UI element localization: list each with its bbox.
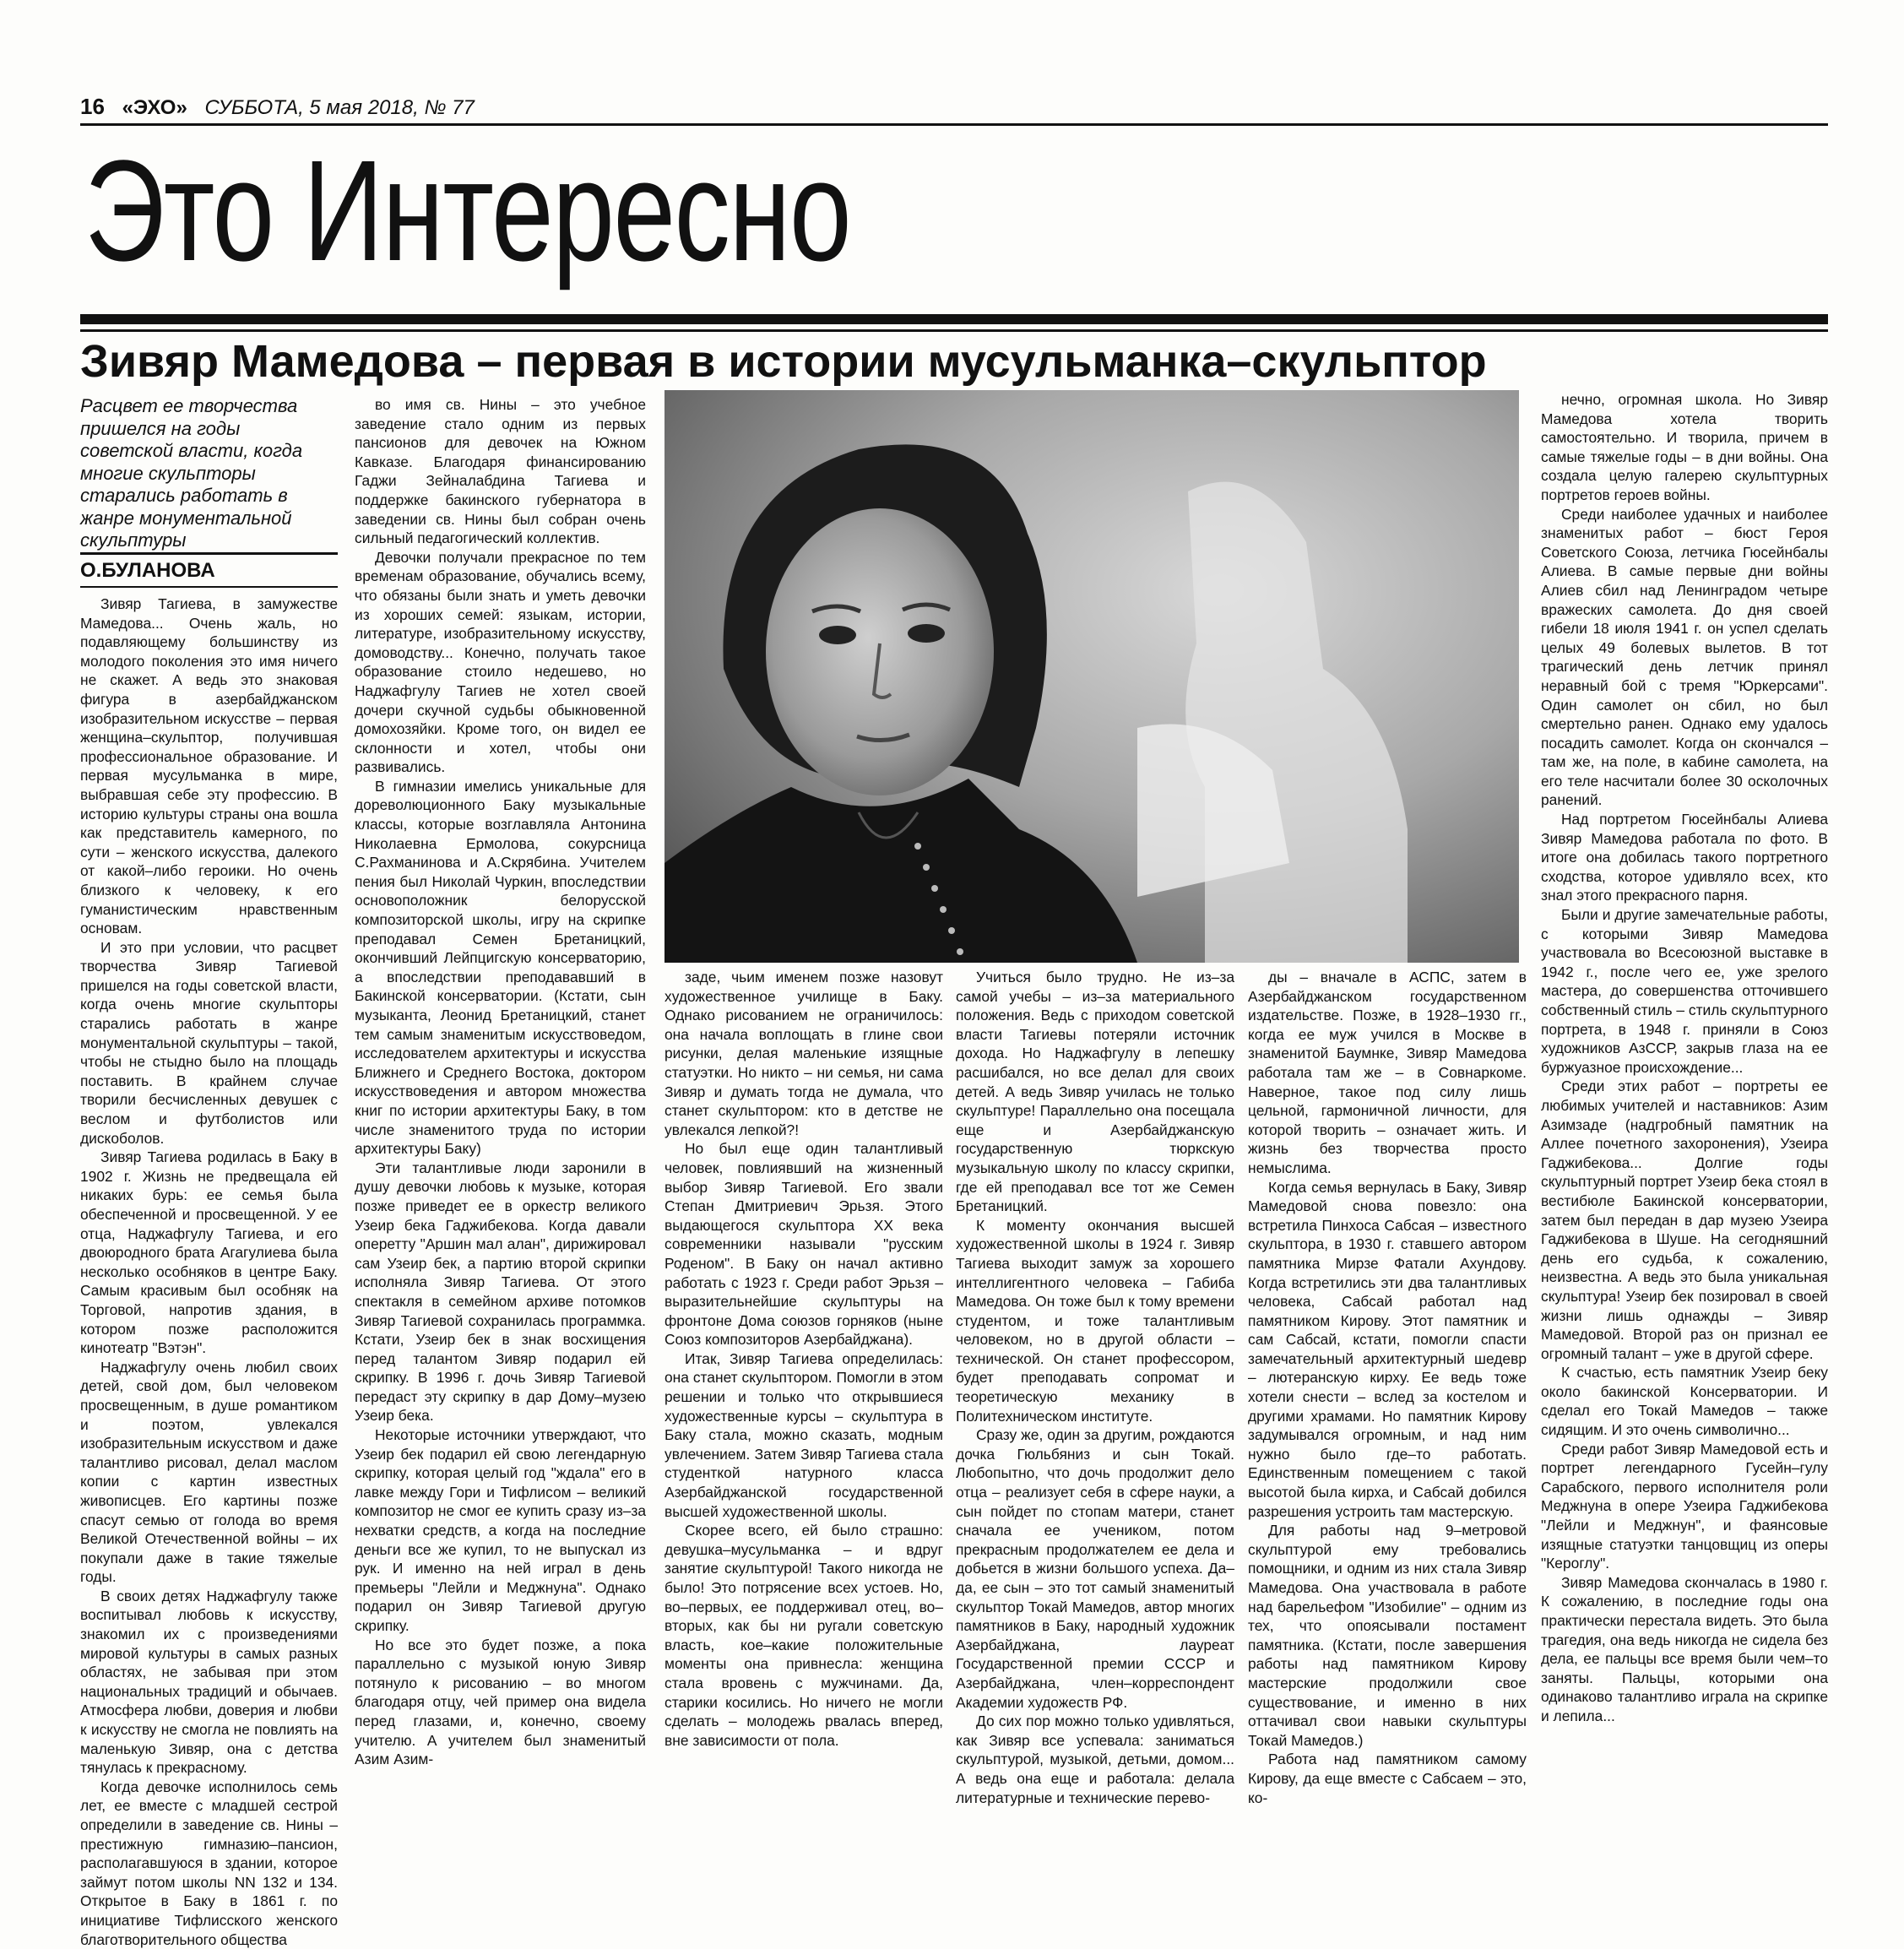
paragraph: Зивяр Тагиева, в замужестве Мамедова... Очень жаль, но подавляющему большинству из молодого поколения это имя ничего не скажет. А ведь это знаковая фигура в азербайджанском изобразительном искусстве – первая женщина–скульптор, получившая профессиональное образование. И первая мусульманка в мире, выбравшая себе эту профессию. В историю культуры страны она вошла как представитель камерного, по сути – женского искусства, далекого от какой–либо героики. Но очень близкого к человеку, к его гуманистическим нравственным основам. [80, 595, 338, 937]
byline: О.БУЛАНОВА [80, 559, 215, 582]
byline-rule-bottom [80, 586, 338, 588]
paragraph: Некоторые источники утверждают, что Узеир бек подарил ей свою легендарную скрипку, которая целый год "ждала" его в лавке между Гори и Тифлисом – великий композитор не смог ее купить сразу из–за нехватки средств, а когда на последние деньги все же купил, то не выпускал из рук. И именно на ней играл в день премьеры "Лейли и Меджнуна". Однако подарил он Зивяр Тагиевой другую скрипку. [355, 1426, 646, 1634]
paragraph: Учиться было трудно. Не из–за самой учебы – из–за материального положения. Ведь с приходом советской власти Тагиевы потеряли источник дохода. Но Наджафгулу в лепешку расшибался, но все делал для своих детей. А ведь Зивяр училась не только скульптуре! Параллельно она посещала еще и Азербайджанскую государственную тюркскую музыкальную школу по классу скрипки, где ей преподавал все тот же Семен Бретаницкий. [956, 969, 1234, 1215]
paragraph: Девочки получали прекрасное по тем временам образование, обучались всему, что обязаны были знать и уметь девочки из хороших семей: языкам, истории, литературе, изобразительному искусству, домоводству... Конечно, получать такое образование стоило недешево, но Наджафгулу Тагиев не хотел своей дочери скучной судьбы обыкновенной домохозяйки. Кроме того, он видел ее склонности и хотел, чтобы они развивались. [355, 548, 646, 776]
paragraph: ды – вначале в АСПС, затем в Азербайджанском государственном издательстве. Позже, в 1928–1930 гг., когда ее муж учился в Москве в знаменитой Баумнке, Зивяр Мамедова работала там же – в Совнаркоме. Наверное, такое под силу лишь цельной, гармоничной личности, для которой творить – означает жить. И жизнь без творчества просто немыслима. [1248, 969, 1527, 1176]
paragraph: Когда семья вернулась в Баку, Зивяр Мамедовой снова повезло: она встретила Пинхоса Сабсая – известного скульптора, в 1930 г. ставшего автором памятника Мирзе Фатали Ахундову. Когда встретились эти два талантливых человека, Сабсай работал над памятником Кирову. Этот памятник и сам Сабсай, кстати, помогли спасти замечательный архитектурный шедевр – лютеранскую кирху. Ее ведь тоже хотели снести – вслед за костелом и другими храмами. Но памятник Кирову задумывался огромным, и над ним нужно было где–то работать. Единственным помещением с такой высотой была кирха, и Сабсай добился разрешения устроить там мастерскую. [1248, 1178, 1527, 1520]
byline-rule [80, 552, 338, 555]
paper-name: «ЭХО» [122, 96, 187, 119]
paragraph: Зивяр Тагиева родилась в Баку в 1902 г. Жизнь не предвещала ей никаких бурь: ее семья была обеспеченной и просвещенной. У ее отца, Наджафгулу Тагиева, и его двоюродного брата Агагулиева была несколько особняков в центре Баку. Самым красивым был особняк на Торговой, напротив здания, в котором позже расположится кинотеатр "Вэтэн". [80, 1148, 338, 1357]
paragraph: Зивяр Мамедова скончалась в 1980 г. К сожалению, в последние годы она практически перестала видеть. Это была трагедия, она ведь никогда не сидела без дела, ее пальцы все время были чем–то заняты. Пальцы, которыми она одинаково талантливо играла на скрипке и лепила... [1541, 1573, 1828, 1724]
paragraph: Над портретом Гюсейнбалы Алиева Зивяр Мамедова работала по фото. В итоге она добилась такого портретного сходства, которое удивляло всех, кто знал этого прекрасного парня. [1541, 811, 1828, 904]
page-header [80, 90, 475, 123]
paragraph: Эти талантливые люди заронили в душу девочки любовь к музыке, которая позже приведет ее в оркестр великого Узеир бека Гаджибекова. Когда давали оперетту "Аршин мал алан", дирижировал сам Узеир бек, а партию второй скрипки исполняла Зивяр Тагиева. От этого спектакля в семейном архиве потомков Зивяр Тагиевой сохранилась программка. Кстати, Узеир бек в знак восхищения перед талантом Зивяр подарил ей скрипку. В 1996 г. дочь Зивяр Тагиевой передаст эту скрипку в дар Дому–музею Узеир бека. [355, 1159, 646, 1425]
paragraph: Среди этих работ – портреты ее любимых учителей и наставников: Азим Азимзаде (надгробный памятник на Аллее почетного захоронения), Узеира Гаджибекова... Долгие годы скульптурный портрет Узеир бека стоял в вестибюле Бакинской консерватории, затем был передан в дар музею Узеира Гаджибекова в Шуше. На сегодняшний день его судьба, к сожалению, неизвестна. А ведь это была уникальная скульптура! Узеир бек позировал в своей жизни лишь однажды – Зивяр Мамедовой. Второй раз он признал ее огромный талант – уже в другой сфере. [1541, 1078, 1828, 1362]
paragraph: Сразу же, один за другим, рождаются дочка Гюльбяниз и сын Токай. Любопытно, что дочь продолжит дело отца – реализует себя в сфере науки, а сын пойдет по стопам матери, станет сначала ее учеником, потом прекрасным продолжателем ее дела и добьется в жизни большого успеха. Да–да, ее сын – это тот самый знаменитый скульптор Токай Мамедов, автор многих памятников в Баку, народный художник Азербайджана, лауреат Государственной премии СССР и Азербайджана, член–корреспондент Академии художеств РФ. [956, 1426, 1234, 1711]
paragraph: Среди наиболее удачных и наиболее знаменитых работ – бюст Героя Советского Союза, летчика Гюсейнбалы Алиева. В самые первые дни войны Алиев сбил над Ленинградом четыре вражеских самолета. До дня своей гибели 18 июля 1941 г. он успел сделать целых 49 болевых вылетов. В тот трагический день летчик принял неравный бой с тремя "Юркерсами". Один самолет он сбил, но был смертельно ранен. Однако ему удалось посадить самолет. Когда он скончался – там же, на поле, в кабине самолета, на его теле насчитали более 30 осколочных ранений. [1541, 505, 1828, 809]
paragraph: Наджафгулу очень любил своих детей, свой дом, был человеком просвещенным, в душе романтиком и поэтом, увлекался изобразительным искусством и даже талантливо рисовал, делал маслом копии с картин известных живописцев. Его картины позже спасут семью от голода во время Великой Отечественной войны – их покупали даже в такие тяжелые годы. [80, 1358, 338, 1586]
paragraph: Скорее всего, ей было страшно: девушка–мусульманка – и вдруг занятие скульптурой! Такого никогда не было! Это потрясение всех устоев. Но, во–первых, ее поддерживал отец, во–вторых, как бы ни ругали советскую власть, кое–какие положительные моменты она привнесла: женщина стала вровень с мужчинами. Да, старики косились. Но ничего не могли сделать – молодежь рвалась вперед, вне зависимости от пола. [665, 1522, 943, 1749]
paragraph: Но был еще один талантливый человек, повлиявший на жизненный выбор Зивяр Тагиевой. Его звали Степан Дмитриевич Эрьзя. Этого выдающегося скульптора XX века современники называли "русским Роденом". В Баку он начал активно работать с 1923 г. Среди работ Эрьзя – выразительнейшие скульптуры на фронтоне Дома союзов горняков (ныне Союз композиторов Азербайджана). [665, 1140, 943, 1349]
text-column-1 [80, 594, 338, 1948]
headline: Зивяр Мамедова – первая в истории мусульманка–скульптор [80, 336, 1487, 387]
text-column-2 [355, 395, 646, 1780]
section-rule-thick [80, 314, 1828, 324]
paragraph: во имя св. Нины – это учебное заведение стало одним из первых пансионов для девочек на Южном Кавказе. Благодаря финансированию Гаджи Зейналабдина Тагиева и поддержке бакинского губернатора в заведении св. Нины был собран очень сильный педагогический коллектив. [355, 396, 646, 547]
paragraph: Работа над памятником самому Кирову, да еще вместе с Сабсаем – это, ко- [1248, 1751, 1527, 1806]
paragraph: Были и другие замечательные работы, с которыми Зивяр Мамедова участвовала во Всесоюзной выставке в 1942 г., после чего ее, уже зрелого мастера, до совершенства отточившего собственный стиль – стиль скульптурного портрета, в 1948 г. приняли в Союз художников АзССР, закрыв глаза на ее буржуазное происхождение... [1541, 906, 1828, 1076]
lead-paragraph: Расцвет ее творчества пришелся на годы советской власти, когда многие скульпторы старались работать в жанре монументальной скульптуры [80, 395, 303, 551]
text-column-6 [1541, 390, 1828, 1780]
paragraph: нечно, огромная школа. Но Зивяр Мамедова хотела творить самостоятельно. И творила, причем в самые тяжелые годы – в дни войны. Она создала целую галерею скульптурных портретов героев войны. [1541, 391, 1828, 503]
header-rule [80, 123, 1828, 126]
text-column-5 [1248, 968, 1527, 1806]
paragraph: В гимназии имелись уникальные для дореволюционного Баку музыкальные классы, которые возглавляла Антонина Николаевна Ермолова, сокурсница С.Рахманинова и А.Скрябина. Учителем пения был Николай Чуркин, впоследствии основоположник белорусской композиторской школы, игру на скрипке преподавал Семен Бретаницкий, окончивший Лейпцигскую консерваторию, а впоследствии преподававший в Бакинской консерватории. (Кстати, сын музыканта, Леонид Бретаницкий, станет тем самым знаменитым искусствоведом, исследователем архитектуры и искусства Ближнего и Среднего Востока, доктором искусствоведения и автором множества книг по истории архитектуры Баку, в том числе знаменитого труда по истории архитектуры Баку) [355, 777, 646, 1158]
paragraph: К моменту окончания высшей художественной школы в 1924 г. Зивяр Тагиева выходит замуж за хорошего интеллигентного человека – Габиба Мамедова. Он тоже был к тому времени студентом, и тоже талантливым человеком, но в другой области – технической. Он станет профессором, будет преподавать сопромат и теоретическую механику в Политехническом институте. [956, 1216, 1234, 1425]
paragraph: заде, чьим именем позже назовут художественное училище в Баку. Однако рисованием не ограничилось: она начала воплощать в глине свои рисунки, делая маленькие изящные статуэтки. Но никто – ни семья, ни сама Зивяр и думать тогда не думала, что станет скульптором: кто в детстве не увлекался лепкой?! [665, 969, 943, 1138]
paragraph: До сих пор можно только удивляться, как Зивяр все успевала: заниматься скульптурой, музыкой, детьми, домом... А ведь она еще и работала: делала литературные и технические перево- [956, 1713, 1234, 1806]
portrait-image [665, 390, 1519, 963]
text-column-4 [956, 968, 1234, 1806]
paragraph: Среди работ Зивяр Мамедовой есть и портрет легендарного Гусейн–гулу Сарабского, первого исполнителя роли Меджнуна в опере Узеира Гаджибекова "Лейли и Меджнун", и фаянсовые изящные статуэтки танцовщиц из оперы "Кероглу". [1541, 1440, 1828, 1572]
section-title: Это Интересно [84, 131, 851, 291]
paragraph: Когда девочке исполнилось семь лет, ее вместе с младшей сестрой определили в заведение св. Нины – престижную гимназию–пансион, располагавшуюся в здании, которое займут потом школы NN 132 и 134. Открытое в Баку в 1861 г. по инициативе Тифлисского женского благотворительного общества [80, 1778, 338, 1948]
portrait-photo [665, 390, 1519, 963]
paragraph: И это при условии, что расцвет творчества Зивяр Тагиевой пришелся на годы советской власти, когда очень многие скульпторы старались работать в жанре монументальной скульптуры – такой, чтобы не стыдно было на площадь поставить. В крайнем случае творили бесчисленных девушек с веслом и футболистов или дискоболов. [80, 938, 338, 1147]
paragraph: Для работы над 9–метровой скульптурой ему требовались помощники, и одним из них стала Зивяр Мамедова. Она участвовала в работе над барельефом "Изобилие" – одним из тех, что опоясывали постамент памятника. (Кстати, после завершения работы над памятником Кирову мастерские продолжили свое существование, и именно в них оттачивал свои навыки скульптуры Токай Мамедов.) [1248, 1522, 1527, 1749]
paragraph: Итак, Зивяр Тагиева определилась: она станет скульптором. Помогли в этом решении и только что открывшиеся художественные курсы – скульптура в Баку стала, можно сказать, модным увлечением. Затем Зивяр Тагиева стала студенткой натурного класса Азербайджанской государственной высшей художественной школы. [665, 1349, 943, 1520]
issue-date: СУББОТА, 5 мая 2018, № 77 [204, 96, 475, 119]
paragraph: В своих детях Наджафгулу также воспитывал любовь к искусству, знакомил их с произведениями мировой культуры в самых разных областях, не забывая при этом национальных традиций и обычаев. Атмосфера любви, доверия и любви к искусству не смогла не повлиять на маленькую Зивяр, она с детства тянулась к прекрасному. [80, 1587, 338, 1777]
text-column-3 [665, 968, 943, 1780]
page-number: 16 [80, 94, 105, 119]
paragraph: К счастью, есть памятник Узеир беку около бакинской Консерватории. И сделал его Токай Мамедов – также сидящим. И это очень символично... [1541, 1364, 1828, 1439]
paragraph: Но все это будет позже, а пока параллельно с музыкой юную Зивяр потянуло к рисованию – во многом благодаря отцу, чей пример она видела перед глазами, и, конечно, своему учителю. А учителем был знаменитый Азим Азим- [355, 1636, 646, 1768]
